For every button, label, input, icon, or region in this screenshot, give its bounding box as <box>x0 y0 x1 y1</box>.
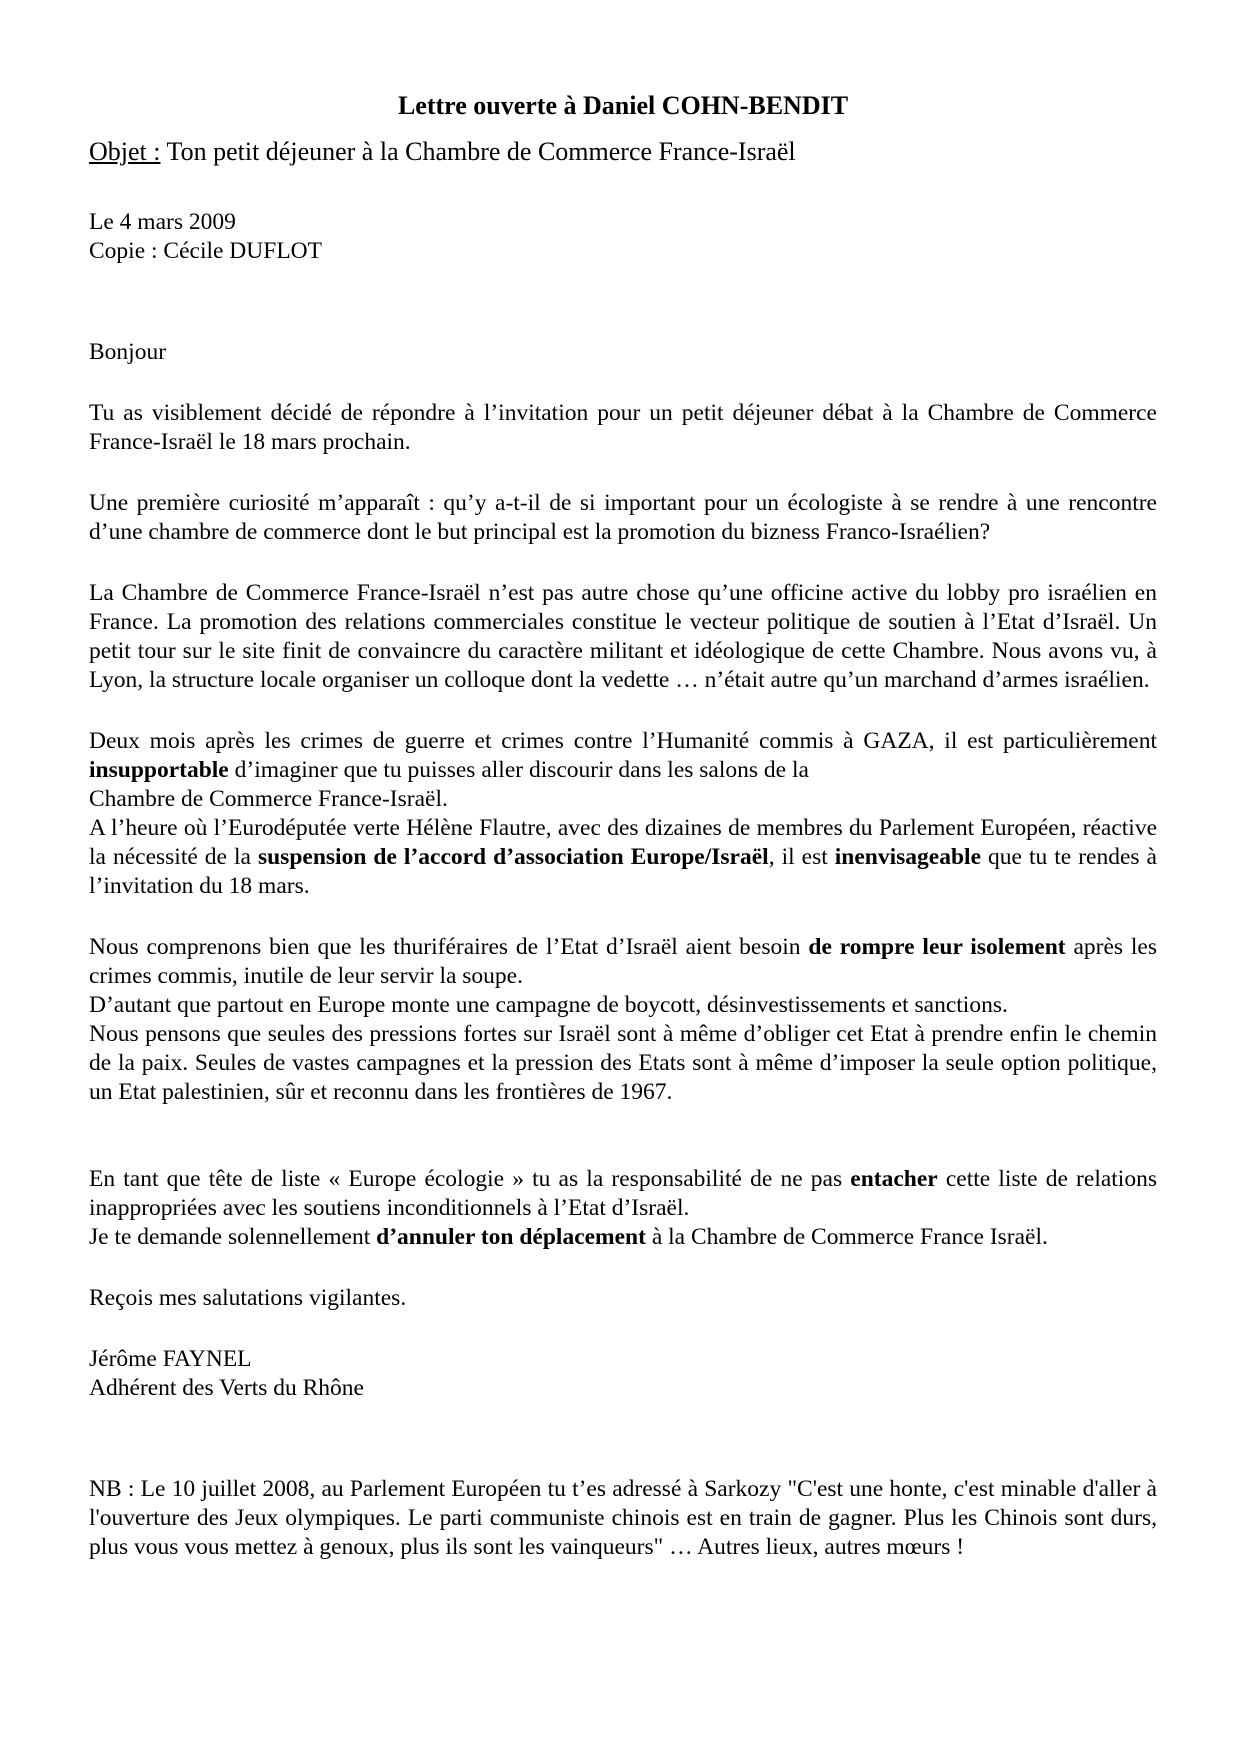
subject-text: Ton petit déjeuner à la Chambre de Commerce France-Israël <box>160 137 796 166</box>
paragraph-1: Tu as visiblement décidé de répondre à l’invitation pour un petit déjeuner débat à la Chambre de Commerce France-Israël le 18 mars prochain. <box>89 400 1157 455</box>
paragraph-6 <box>89 933 1157 991</box>
closing: Reçois mes salutations vigilantes. <box>89 1285 407 1311</box>
letter-date: Le 4 mars 2009 <box>89 209 236 235</box>
signature-role: Adhérent des Verts du Rhône <box>89 1375 364 1401</box>
letter-copy: Copie : Cécile DUFLOT <box>89 238 323 264</box>
signature-name: Jérôme FAYNEL <box>89 1346 252 1372</box>
paragraph-9 <box>89 1165 1157 1223</box>
paragraph-4-line-2: Chambre de Commerce France-Israël. <box>89 786 448 812</box>
paragraph-9-emphasis: entacher <box>850 1166 938 1192</box>
paragraph-5-emphasis-2: inenvisageable <box>834 844 981 870</box>
paragraph-9-text: En tant que tête de liste « Europe écologie » tu as la responsabilité de ne pas <box>89 1166 851 1192</box>
letter-title: Lettre ouverte à Daniel COHN-BENDIT <box>397 91 849 120</box>
paragraph-5-text-end: que tu te rendes à l’invitation du 18 mars. <box>89 844 1157 899</box>
paragraph-10 <box>89 1223 1157 1252</box>
paragraph-3: La Chambre de Commerce France-Israël n’est pas autre chose qu’une officine active du lobby pro israélien en France. La promotion des relations commerciales constitue le vecteur politique de soutien à l’Etat d’Israël. Un petit tour sur le site finit de convaincre du caractère militant et idéologique de cette Chambre. Nous avons vu, à Lyon, la structure locale organiser un colloque dont la vedette … n’était autre qu’un marchand d’armes israélien. <box>89 580 1157 693</box>
paragraph-4-text: Deux mois après les crimes de guerre et crimes contre l’Humanité commis à GAZA, il est particulièrement <box>89 728 1157 754</box>
paragraph-7: D’autant que partout en Europe monte une campagne de boycott, désinvestissements et sanctions. <box>89 992 1008 1018</box>
paragraph-6-emphasis: de rompre leur isolement <box>808 934 1066 960</box>
paragraph-4-emphasis: insupportable <box>89 757 229 783</box>
paragraph-9-text-end: cette liste de relations inappropriées avec les soutiens inconditionnels à l’Etat d’Israël. <box>89 1166 1157 1221</box>
paragraph-4-text-end: d’imaginer que tu puisses aller discourir dans les salons de la <box>228 757 809 783</box>
paragraph-5-text: A l’heure où l’Eurodéputée verte Hélène Flautre, avec des dizaines de membres du Parlement Européen, réactive la nécessité de la <box>89 815 1157 870</box>
subject-label: Objet : <box>89 137 161 166</box>
paragraph-2: Une première curiosité m’apparaît : qu’y a-t-il de si important pour un écologiste à se rendre à une rencontre d’une chambre de commerce dont le but principal est la promotion du bizness Franco-Israélien? <box>89 490 1157 545</box>
paragraph-5-text-mid: , il est <box>768 844 835 870</box>
paragraph-4 <box>89 727 1157 785</box>
paragraph-6-text-end: après les crimes commis, inutile de leur servir la soupe. <box>89 934 1158 989</box>
letter-page <box>89 90 1157 1562</box>
paragraph-10-emphasis: d’annuler ton déplacement <box>376 1224 646 1250</box>
paragraph-8: Nous pensons que seules des pressions fortes sur Israël sont à même d’obliger cet Etat à prendre enfin le chemin de la paix. Seules de vastes campagnes et la pression des Etats sont à même d’imposer la seule option politique, un Etat palestinien, sûr et reconnu dans les frontières de 1967. <box>89 1021 1157 1105</box>
paragraph-10-text-end: à la Chambre de Commerce France Israël. <box>645 1224 1048 1250</box>
nb-note: NB : Le 10 juillet 2008, au Parlement Européen tu t’es adressé à Sarkozy "C'est une honte, c'est minable d'aller à l'ouverture des Jeux olympiques. Le parti communiste chinois est en train de gagner. Plus les Chinois sont durs, plus vous vous mettez à genoux, plus ils sont les vainqueurs" … Autres lieux, autres mœurs ! <box>89 1476 1157 1560</box>
paragraph-5-emphasis-1: suspension de l’accord d’association Europe/Israël <box>257 844 769 870</box>
paragraph-6-text: Nous comprenons bien que les thuriféraires de l’Etat d’Israël aient besoin <box>89 934 809 960</box>
paragraph-5 <box>89 814 1157 901</box>
greeting: Bonjour <box>89 339 167 365</box>
letter-subject <box>89 136 1157 168</box>
paragraph-10-text: Je te demande solennellement <box>89 1224 377 1250</box>
